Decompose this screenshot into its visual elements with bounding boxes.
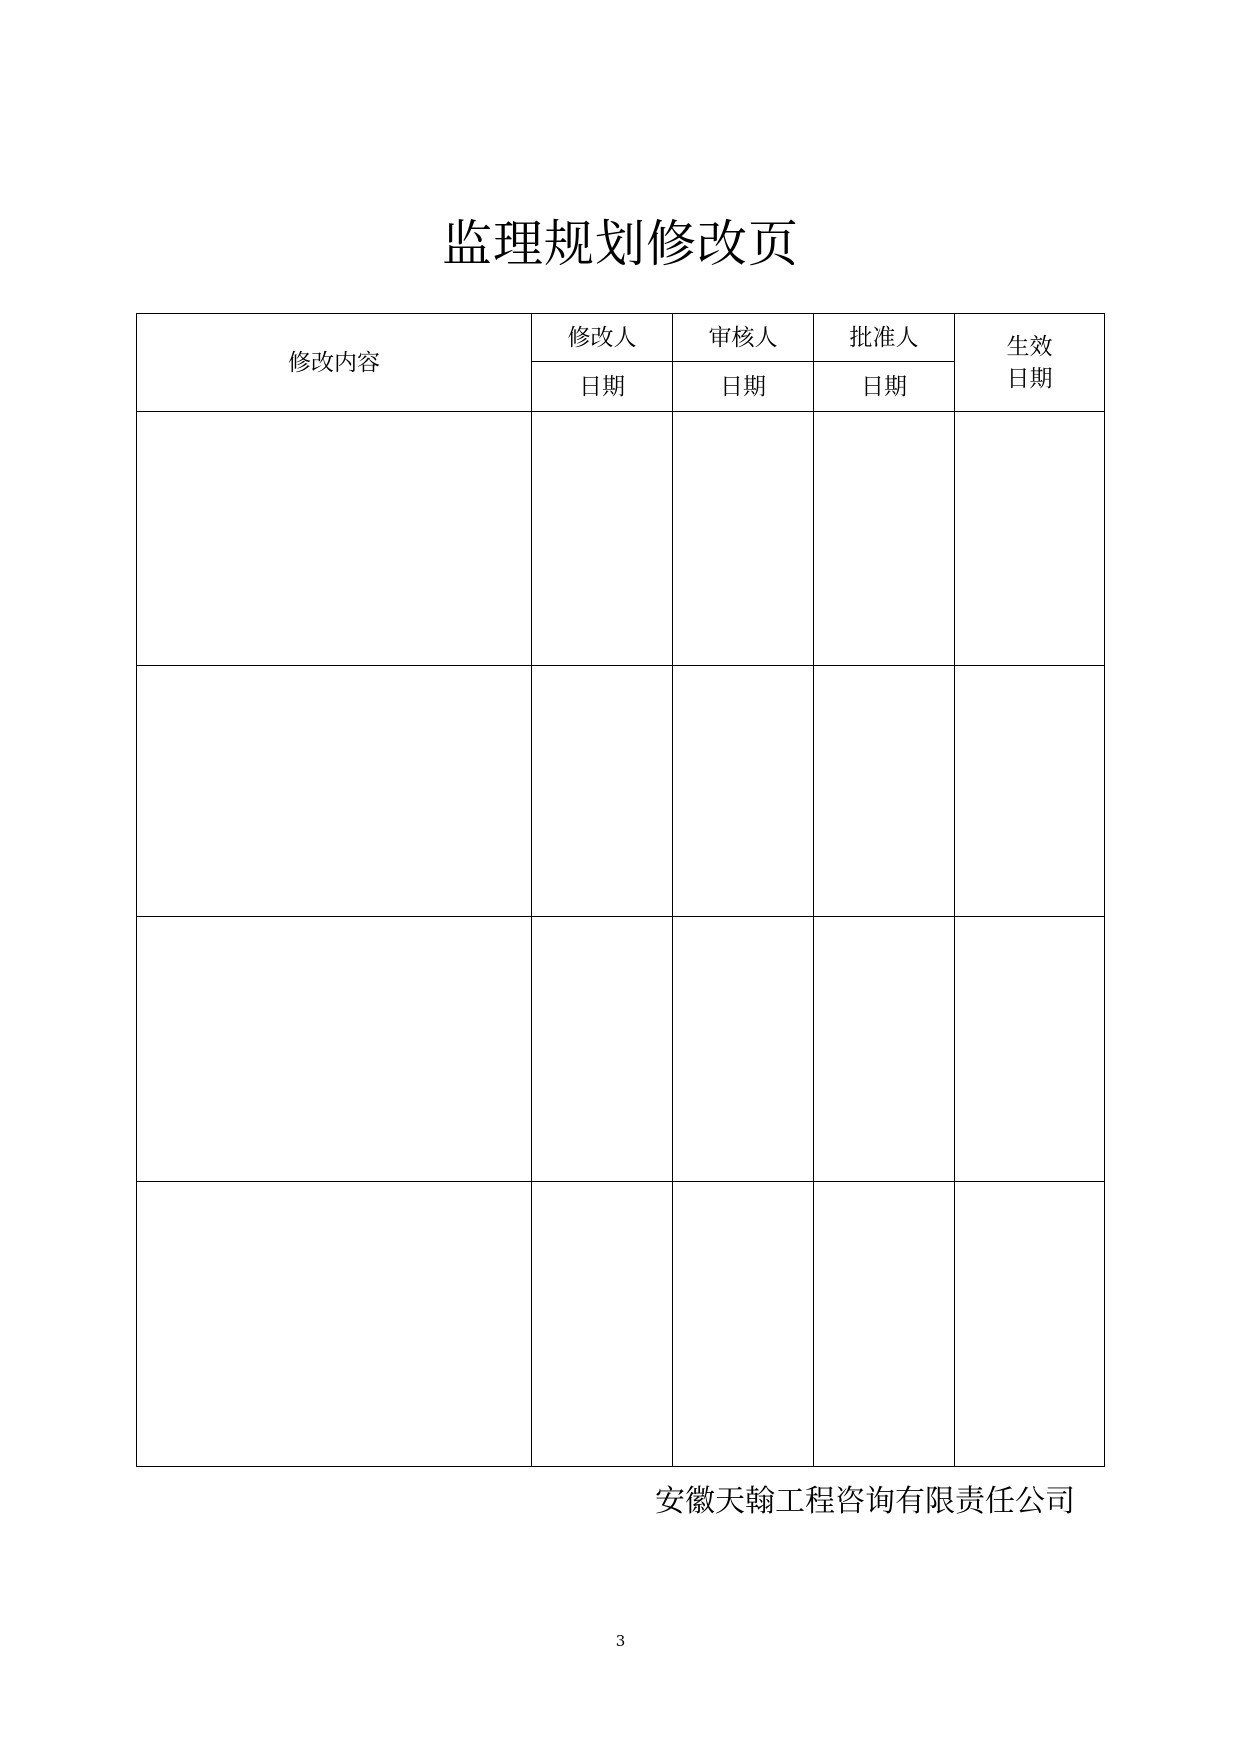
cell-approver[interactable]: [814, 1182, 955, 1467]
header-reviewer: 审核人: [673, 314, 814, 362]
cell-effective-date[interactable]: [955, 917, 1105, 1182]
table-row: [137, 1182, 1105, 1467]
table-row: [137, 666, 1105, 917]
cell-content[interactable]: [137, 412, 532, 666]
header-row-top: [137, 314, 1105, 362]
cell-approver[interactable]: [814, 917, 955, 1182]
cell-approver[interactable]: [814, 666, 955, 917]
header-effective-date-line1: 生效: [1006, 333, 1053, 360]
header-approver: 批准人: [814, 314, 955, 362]
cell-modifier[interactable]: [532, 917, 673, 1182]
page-title: 监理规划修改页: [442, 215, 799, 273]
header-approver-date: 日期: [814, 362, 955, 412]
revision-table: [136, 313, 1105, 1467]
header-modifier-date: 日期: [532, 362, 673, 412]
cell-reviewer[interactable]: [673, 917, 814, 1182]
cell-reviewer[interactable]: [673, 412, 814, 666]
cell-reviewer[interactable]: [673, 666, 814, 917]
cell-modifier[interactable]: [532, 1182, 673, 1467]
cell-effective-date[interactable]: [955, 1182, 1105, 1467]
table-row: [137, 917, 1105, 1182]
header-content: 修改内容: [137, 314, 532, 412]
page-number: 3: [615, 1632, 626, 1650]
cell-effective-date[interactable]: [955, 666, 1105, 917]
header-effective-date: [955, 314, 1105, 412]
table-row: [137, 412, 1105, 666]
cell-modifier[interactable]: [532, 666, 673, 917]
cell-content[interactable]: [137, 1182, 532, 1467]
cell-content[interactable]: [137, 917, 532, 1182]
cell-approver[interactable]: [814, 412, 955, 666]
cell-reviewer[interactable]: [673, 1182, 814, 1467]
header-effective-date-line2: 日期: [1006, 365, 1053, 392]
cell-modifier[interactable]: [532, 412, 673, 666]
header-reviewer-date: 日期: [673, 362, 814, 412]
header-modifier: 修改人: [532, 314, 673, 362]
cell-content[interactable]: [137, 666, 532, 917]
cell-effective-date[interactable]: [955, 412, 1105, 666]
company-name: 安徽天翰工程咨询有限责任公司: [655, 1484, 1075, 1519]
